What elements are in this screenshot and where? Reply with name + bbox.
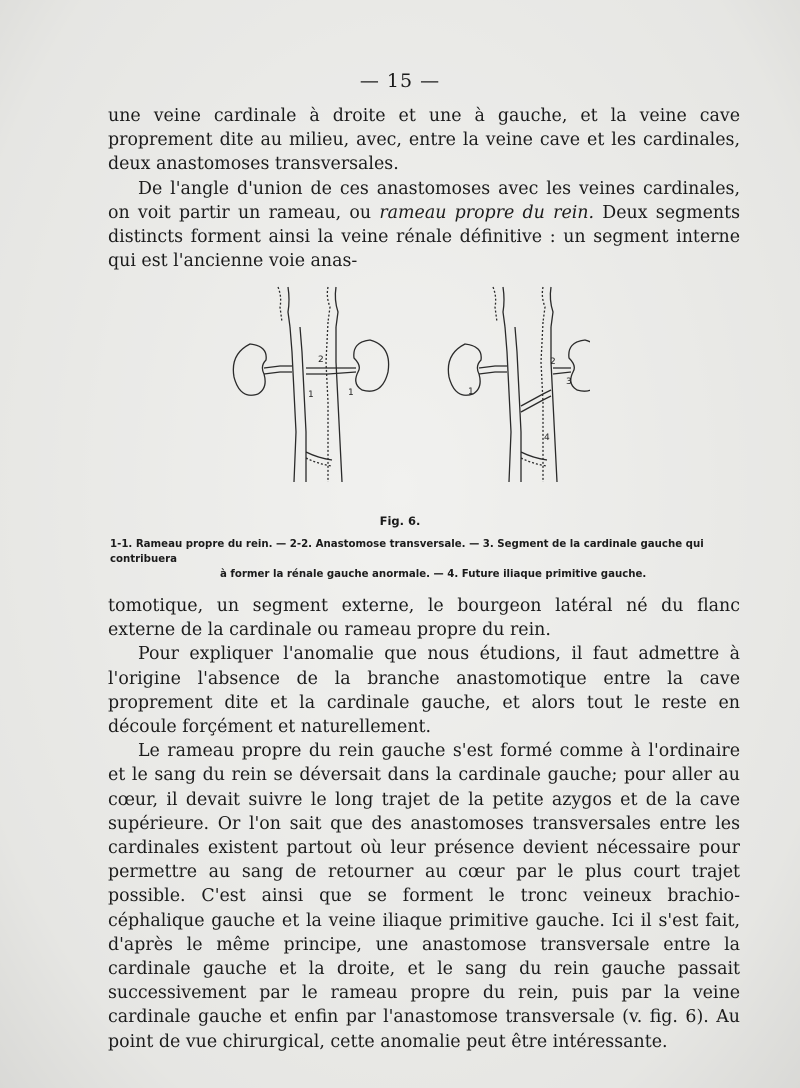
italic-term: rameau propre du rein.: [379, 202, 595, 223]
caption-line: 1-1. Rameau propre du rein. — 2-2. Anastomose transversale. — 3. Segment de la cardinale gauche qui contribuera: [110, 539, 704, 565]
paragraph: [108, 177, 740, 274]
figure-caption: [110, 537, 750, 582]
paragraph: tomotique, un segment externe, le bourgeon latéral né du flanc externe de la cardinale ou rameau propre du rein.: [108, 596, 740, 641]
paragraph: Le rameau propre du rein gauche s'est formé comme à l'ordinaire et le sang du rein se déversait dans la cardinale gauche; pour aller au cœur, il devait suivre le long trajet de la petite azygos et de la cave supérieure. Or l'on sait que des anastomoses transversales entre les cardinales existent partout où leur présence devient nécessaire pour permettre au sang de retourner au cœur par le plus court trajet possible. C'est ainsi que se forment le tronc veineux brachio-céphalique gauche et la veine iliaque primitive gauche. Ici il s'est fait, d'après le même principe, une anastomose transversale entre la cardinale gauche et la droite, et le sang du rein gauche passait successivement par le rameau propre du rein, puis par la veine cardinale gauche et enfin par l'anastomose transversale (v. fig. 6). Au point de vue chirurgical, cette anomalie peut être intéressante.: [108, 741, 740, 1052]
caption-line: à former la rénale gauche anormale. — 4. Future iliaque primitive gauche.: [220, 569, 647, 580]
paragraph: une veine cardinale à droite et une à gauche, et la veine cave proprement dite au milieu, avec, entre la veine cave et les cardinales, deux anastomoses transversales.: [108, 106, 740, 175]
vein-diagram: [210, 282, 590, 507]
figure-label: 2: [318, 355, 324, 365]
page-number: — 15 —: [359, 70, 441, 92]
paragraph: Pour expliquer l'anomalie que nous étudions, il faut admettre à l'origine l'absence de la branche anastomotique entre la cave proprement dite et la cardinale gauche, et alors tout le reste en découle forçément et naturellement.: [108, 644, 740, 738]
text-block-top: [108, 104, 740, 273]
figure-6: [210, 282, 590, 507]
paragraph-text: Deux segments distincts forment ainsi la veine rénale définitive : un segment interne qui est l'ancienne voie anas-: [108, 202, 741, 272]
figure-title: Fig. 6.: [379, 514, 421, 528]
text-block-bottom: [108, 594, 740, 1054]
figure-label: 2: [550, 357, 556, 367]
figure-label: 1: [468, 387, 474, 397]
paragraph-text: De l'angle d'union de ces anastomoses avec les veines cardinales, on voit partir un rameau, ou: [108, 178, 740, 223]
figure-label: 1: [348, 388, 354, 398]
left-diagram: [233, 287, 388, 482]
figure-label: 4: [544, 433, 550, 443]
figure-label: 3: [566, 377, 572, 387]
figure-label: 1: [308, 390, 314, 400]
